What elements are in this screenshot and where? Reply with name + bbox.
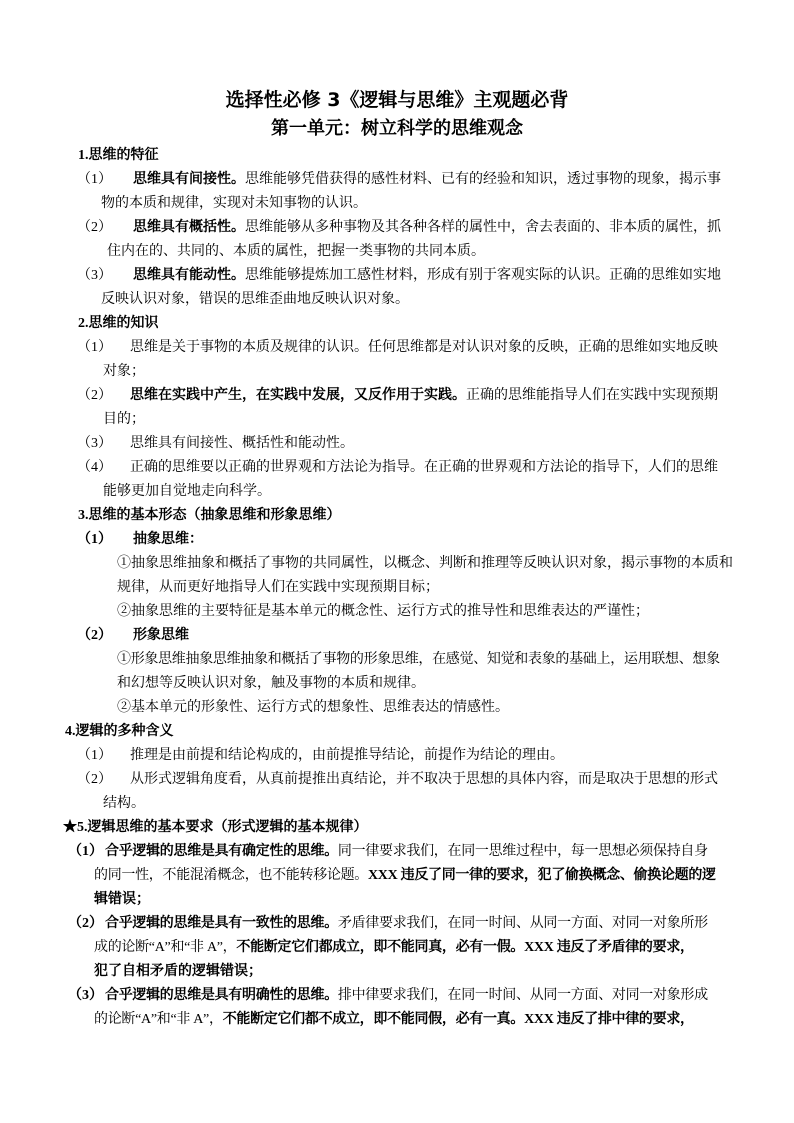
list-item-continuation bbox=[0, 1008, 794, 1032]
explanation: 的同一性，不能混淆概念，也不能转移论题。 bbox=[94, 868, 368, 883]
section-heading-row bbox=[0, 144, 794, 168]
section-heading-row bbox=[0, 504, 794, 528]
document-title: 选择性必修 3《逻辑与思维》主观题必背 bbox=[225, 89, 569, 111]
list-item bbox=[0, 168, 794, 192]
violation-conclusion: 辑错误； bbox=[94, 892, 150, 907]
point-text: ②抽象思维的主要特征是基本单元的概念性、运行方式的推导性和思维表达的严谨性； bbox=[117, 604, 649, 619]
point-text: ①形象思维抽象思维抽象和概括了事物的形象思维，在感觉、知觉和表象的基础上，运用联想、想象 bbox=[117, 652, 720, 667]
section-4-heading: 4.逻辑的多种含义 bbox=[65, 724, 174, 739]
point-text: ②基本单元的形象性、运行方式的想象性、思维表达的情感性。 bbox=[117, 700, 509, 715]
list-item bbox=[0, 384, 794, 408]
point-line bbox=[0, 648, 794, 672]
item-number: （3） bbox=[77, 268, 112, 283]
key-point: 合乎逻辑的思维是具有确定性的思维。 bbox=[105, 844, 338, 859]
point-text: 规律，从而更好地指导人们在实践中实现预期目标； bbox=[117, 580, 439, 595]
explanation: 矛盾律要求我们，在同一时间、从同一方面、对同一对象所形 bbox=[337, 916, 708, 931]
explanation: 成的论断“A”和“非 A”， bbox=[94, 940, 237, 955]
section-2-heading: 2.思维的知识 bbox=[78, 316, 159, 331]
violation-conclusion: 犯了自相矛盾的逻辑错误； bbox=[94, 964, 262, 979]
list-item-continuation bbox=[0, 408, 794, 432]
list-item-continuation bbox=[0, 936, 794, 960]
list-item bbox=[0, 336, 794, 360]
key-point: 思维具有概括性。 bbox=[133, 220, 245, 235]
list-item bbox=[0, 912, 794, 936]
item-text: 能够更加自觉地走向科学。 bbox=[103, 484, 271, 499]
item-text: 从形式逻辑角度看，从真前提推出真结论，并不取决于思想的具体内容，而是取决于思想的形式 bbox=[130, 772, 718, 787]
item-number: （2） bbox=[77, 772, 112, 787]
item-number: （2） bbox=[77, 388, 112, 403]
item-number: （1） bbox=[77, 532, 112, 547]
key-point: 思维在实践中产生，在实践中发展，又反作用于实践。 bbox=[130, 388, 466, 403]
list-item-continuation bbox=[0, 960, 794, 984]
item-number: （1） bbox=[68, 844, 103, 859]
key-point: 合乎逻辑的思维是具有明确性的思维。 bbox=[105, 988, 338, 1003]
explanation: 物的本质和规律，实现对未知事物的认识。 bbox=[101, 196, 367, 211]
explanation: 的论断“A”和“非 A”， bbox=[94, 1012, 223, 1027]
point-line bbox=[0, 672, 794, 696]
explanation: 目的； bbox=[103, 412, 145, 427]
key-point: 思维具有间接性。 bbox=[133, 172, 245, 187]
item-text bbox=[94, 1008, 694, 1032]
item-text bbox=[105, 912, 708, 936]
item-number: （2） bbox=[77, 220, 112, 235]
key-point: 合乎逻辑的思维是具有一致性的思维。 bbox=[105, 916, 338, 931]
item-number: （3） bbox=[68, 988, 103, 1003]
point-line bbox=[0, 552, 794, 576]
explanation: 思维能够从多种事物及其各种各样的属性中，舍去表面的、非本质的属性，抓 bbox=[245, 220, 721, 235]
list-item-continuation bbox=[0, 888, 794, 912]
section-3-heading: 3.思维的基本形态（抽象思维和形象思维） bbox=[78, 508, 341, 523]
point-text: ①抽象思维抽象和概括了事物的共同属性，以概念、判断和推理等反映认识对象，揭示事物的本质和 bbox=[117, 556, 733, 571]
explanation: 反映认识对象，错误的思维歪曲地反映认识对象。 bbox=[101, 292, 409, 307]
item-text bbox=[133, 168, 721, 192]
item-text: 思维是关于事物的本质及规律的认识。任何思维都是对认识对象的反映，正确的思维如实地反映 bbox=[130, 340, 718, 355]
list-item bbox=[0, 744, 794, 768]
list-item bbox=[0, 984, 794, 1008]
explanation: 思维能够提炼加工感性材料，形成有别于客观实际的认识。正确的思维如实地 bbox=[245, 268, 721, 283]
item-text bbox=[94, 864, 716, 888]
violation-conclusion: XXX 违反了同一律的要求，犯了偷换概念、偷换论题的逻 bbox=[368, 868, 716, 883]
item-number: （1） bbox=[77, 340, 112, 355]
section-heading-row bbox=[0, 720, 794, 744]
item-text bbox=[133, 264, 721, 288]
list-item-continuation bbox=[0, 360, 794, 384]
point-text: 和幻想等反映认识对象，触及事物的本质和规律。 bbox=[117, 676, 425, 691]
list-item-continuation bbox=[0, 864, 794, 888]
item-number: （2） bbox=[77, 628, 112, 643]
item-text: 思维具有间接性、概括性和能动性。 bbox=[130, 436, 354, 451]
key-point: 思维具有能动性。 bbox=[133, 268, 245, 283]
violation-conclusion: 不能断定它们都成立，即不能同真，必有一假。XXX 违反了矛盾律的要求， bbox=[236, 940, 694, 955]
explanation: 住内在的、共同的、本质的属性，把握一类事物的共同本质。 bbox=[107, 244, 485, 259]
item-text: 正确的思维要以正确的世界观和方法论为指导。在正确的世界观和方法论的指导下，人们的思维 bbox=[130, 460, 718, 475]
list-item bbox=[0, 840, 794, 864]
list-item bbox=[0, 456, 794, 480]
item-number: （4） bbox=[77, 460, 112, 475]
section-1-heading: 1.思维的特征 bbox=[78, 148, 159, 163]
explanation: 思维能够凭借获得的感性材料、已有的经验和知识，透过事物的现象，揭示事 bbox=[245, 172, 721, 187]
section-5-heading: ★5.逻辑思维的基本要求（形式逻辑的基本规律） bbox=[63, 820, 368, 835]
list-item bbox=[0, 768, 794, 792]
unit-subtitle: 第一单元：树立科学的思维观念 bbox=[271, 118, 523, 138]
point-line bbox=[0, 600, 794, 624]
item-text: 推理是由前提和结论构成的，由前提推导结论，前提作为结论的理由。 bbox=[130, 748, 564, 763]
list-item-continuation bbox=[0, 288, 794, 312]
item-text bbox=[105, 840, 708, 864]
item-number: （1） bbox=[77, 172, 112, 187]
subsection-title: 形象思维 bbox=[133, 628, 189, 643]
item-text: 结构。 bbox=[103, 796, 145, 811]
subsection-title: 抽象思维： bbox=[133, 532, 203, 547]
list-item-continuation bbox=[0, 792, 794, 816]
item-text: 对象； bbox=[103, 364, 145, 379]
item-text bbox=[94, 936, 694, 960]
item-number: （2） bbox=[68, 916, 103, 931]
explanation: 正确的思维能指导人们在实践中实现预期 bbox=[466, 388, 718, 403]
list-item bbox=[0, 432, 794, 456]
document-body bbox=[0, 144, 794, 1032]
explanation: 同一律要求我们，在同一思维过程中，每一思想必须保持自身 bbox=[337, 844, 708, 859]
list-item-continuation bbox=[0, 192, 794, 216]
subsection-heading bbox=[0, 528, 794, 552]
section-heading-row bbox=[0, 816, 794, 840]
point-line bbox=[0, 576, 794, 600]
violation-conclusion: 不能断定它们都不成立，即不能同假，必有一真。XXX 违反了排中律的要求， bbox=[222, 1012, 694, 1027]
item-text bbox=[133, 216, 721, 240]
section-heading-row bbox=[0, 312, 794, 336]
list-item-continuation bbox=[0, 240, 794, 264]
point-line bbox=[0, 696, 794, 720]
item-text bbox=[105, 984, 708, 1008]
item-number: （3） bbox=[77, 436, 112, 451]
item-text bbox=[130, 384, 718, 408]
list-item bbox=[0, 264, 794, 288]
list-item-continuation bbox=[0, 480, 794, 504]
list-item bbox=[0, 216, 794, 240]
subsection-heading bbox=[0, 624, 794, 648]
explanation: 排中律要求我们，在同一时间、从同一方面、对同一对象形成 bbox=[337, 988, 708, 1003]
item-number: （1） bbox=[77, 748, 112, 763]
